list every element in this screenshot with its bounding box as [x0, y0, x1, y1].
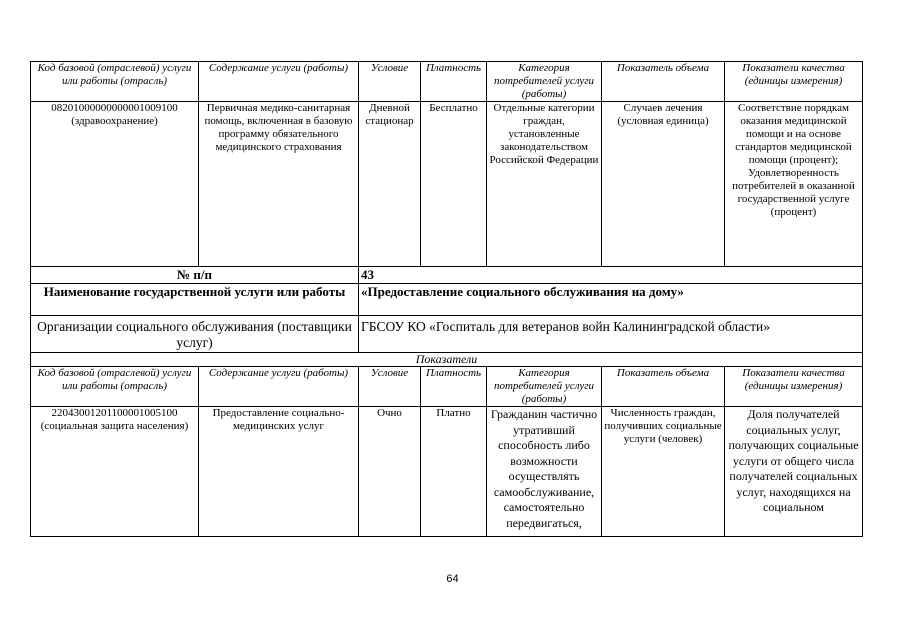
organization-label: Организации социального обслуживания (поставщики услуг)	[31, 316, 359, 353]
service-name-row	[31, 284, 863, 316]
cell-code: 08201000000000001009100 (здравоохранение)	[31, 102, 199, 267]
service-name-value: «Предоставление социального обслуживания на дому»	[359, 284, 863, 316]
header-volume: Показатель объема	[602, 62, 725, 102]
cell-payment: Платно	[421, 407, 487, 537]
cell-quality: Доля получателей социальных услуг, получающих социальные услуги от общего числа получателей социальных услуг, находящихся на социальном	[725, 407, 863, 537]
table-row	[31, 102, 863, 267]
organization-value: ГБСОУ КО «Госпиталь для ветеранов войн Калининградской области»	[359, 316, 863, 353]
number-value: 43	[359, 267, 863, 284]
cell-condition: Дневной стационар	[359, 102, 421, 267]
header-payment: Платность	[421, 62, 487, 102]
cell-code: 22043001201100001005100 (социальная защита населения)	[31, 407, 199, 537]
header-quality: Показатели качества (единицы измерения)	[725, 62, 863, 102]
header-code: Код базовой (отраслевой) услуги или работы (отрасль)	[31, 62, 199, 102]
indicators-label: Показатели	[31, 353, 863, 367]
header-condition: Условие	[359, 367, 421, 407]
organization-row	[31, 316, 863, 353]
header-content: Содержание услуги (работы)	[199, 367, 359, 407]
number-label: № п/п	[31, 267, 359, 284]
table2-header-row	[31, 367, 863, 407]
header-quality: Показатели качества (единицы измерения)	[725, 367, 863, 407]
header-volume: Показатель объема	[602, 367, 725, 407]
cell-content: Предоставление социально-медицинских услуг	[199, 407, 359, 537]
header-condition: Условие	[359, 62, 421, 102]
header-content: Содержание услуги (работы)	[199, 62, 359, 102]
number-row	[31, 267, 863, 284]
header-code: Код базовой (отраслевой) услуги или работы (отрасль)	[31, 367, 199, 407]
page-number: 64	[446, 573, 459, 585]
header-category: Категория потребителей услуги (работы)	[487, 62, 602, 102]
table-row	[31, 407, 863, 537]
service-name-label: Наименование государственной услуги или работы	[31, 284, 359, 316]
header-category: Категория потребителей услуги (работы)	[487, 367, 602, 407]
cell-category: Отдельные категории граждан, установленные законодательством Российской Федерации	[487, 102, 602, 267]
services-table	[30, 61, 863, 537]
indicators-row	[31, 353, 863, 367]
cell-volume: Случаев лечения (условная единица)	[602, 102, 725, 267]
cell-payment: Бесплатно	[421, 102, 487, 267]
cell-condition: Очно	[359, 407, 421, 537]
header-payment: Платность	[421, 367, 487, 407]
cell-category: Гражданин частично утративший способность либо возможности осуществлять самообслуживание, самостоятельно передвигаться,	[487, 407, 602, 537]
document-page	[30, 61, 862, 537]
table1-header-row	[31, 62, 863, 102]
cell-content: Первичная медико-санитарная помощь, включенная в базовую программу обязательного медицинского страхования	[199, 102, 359, 267]
cell-quality: Соответствие порядкам оказания медицинской помощи и на основе стандартов медицинской помощи (процент); Удовлетворенность потребителей в оказанной государственной услуге (процент)	[725, 102, 863, 267]
cell-volume: Численность граждан, получивших социальные услуги (человек)	[602, 407, 725, 537]
